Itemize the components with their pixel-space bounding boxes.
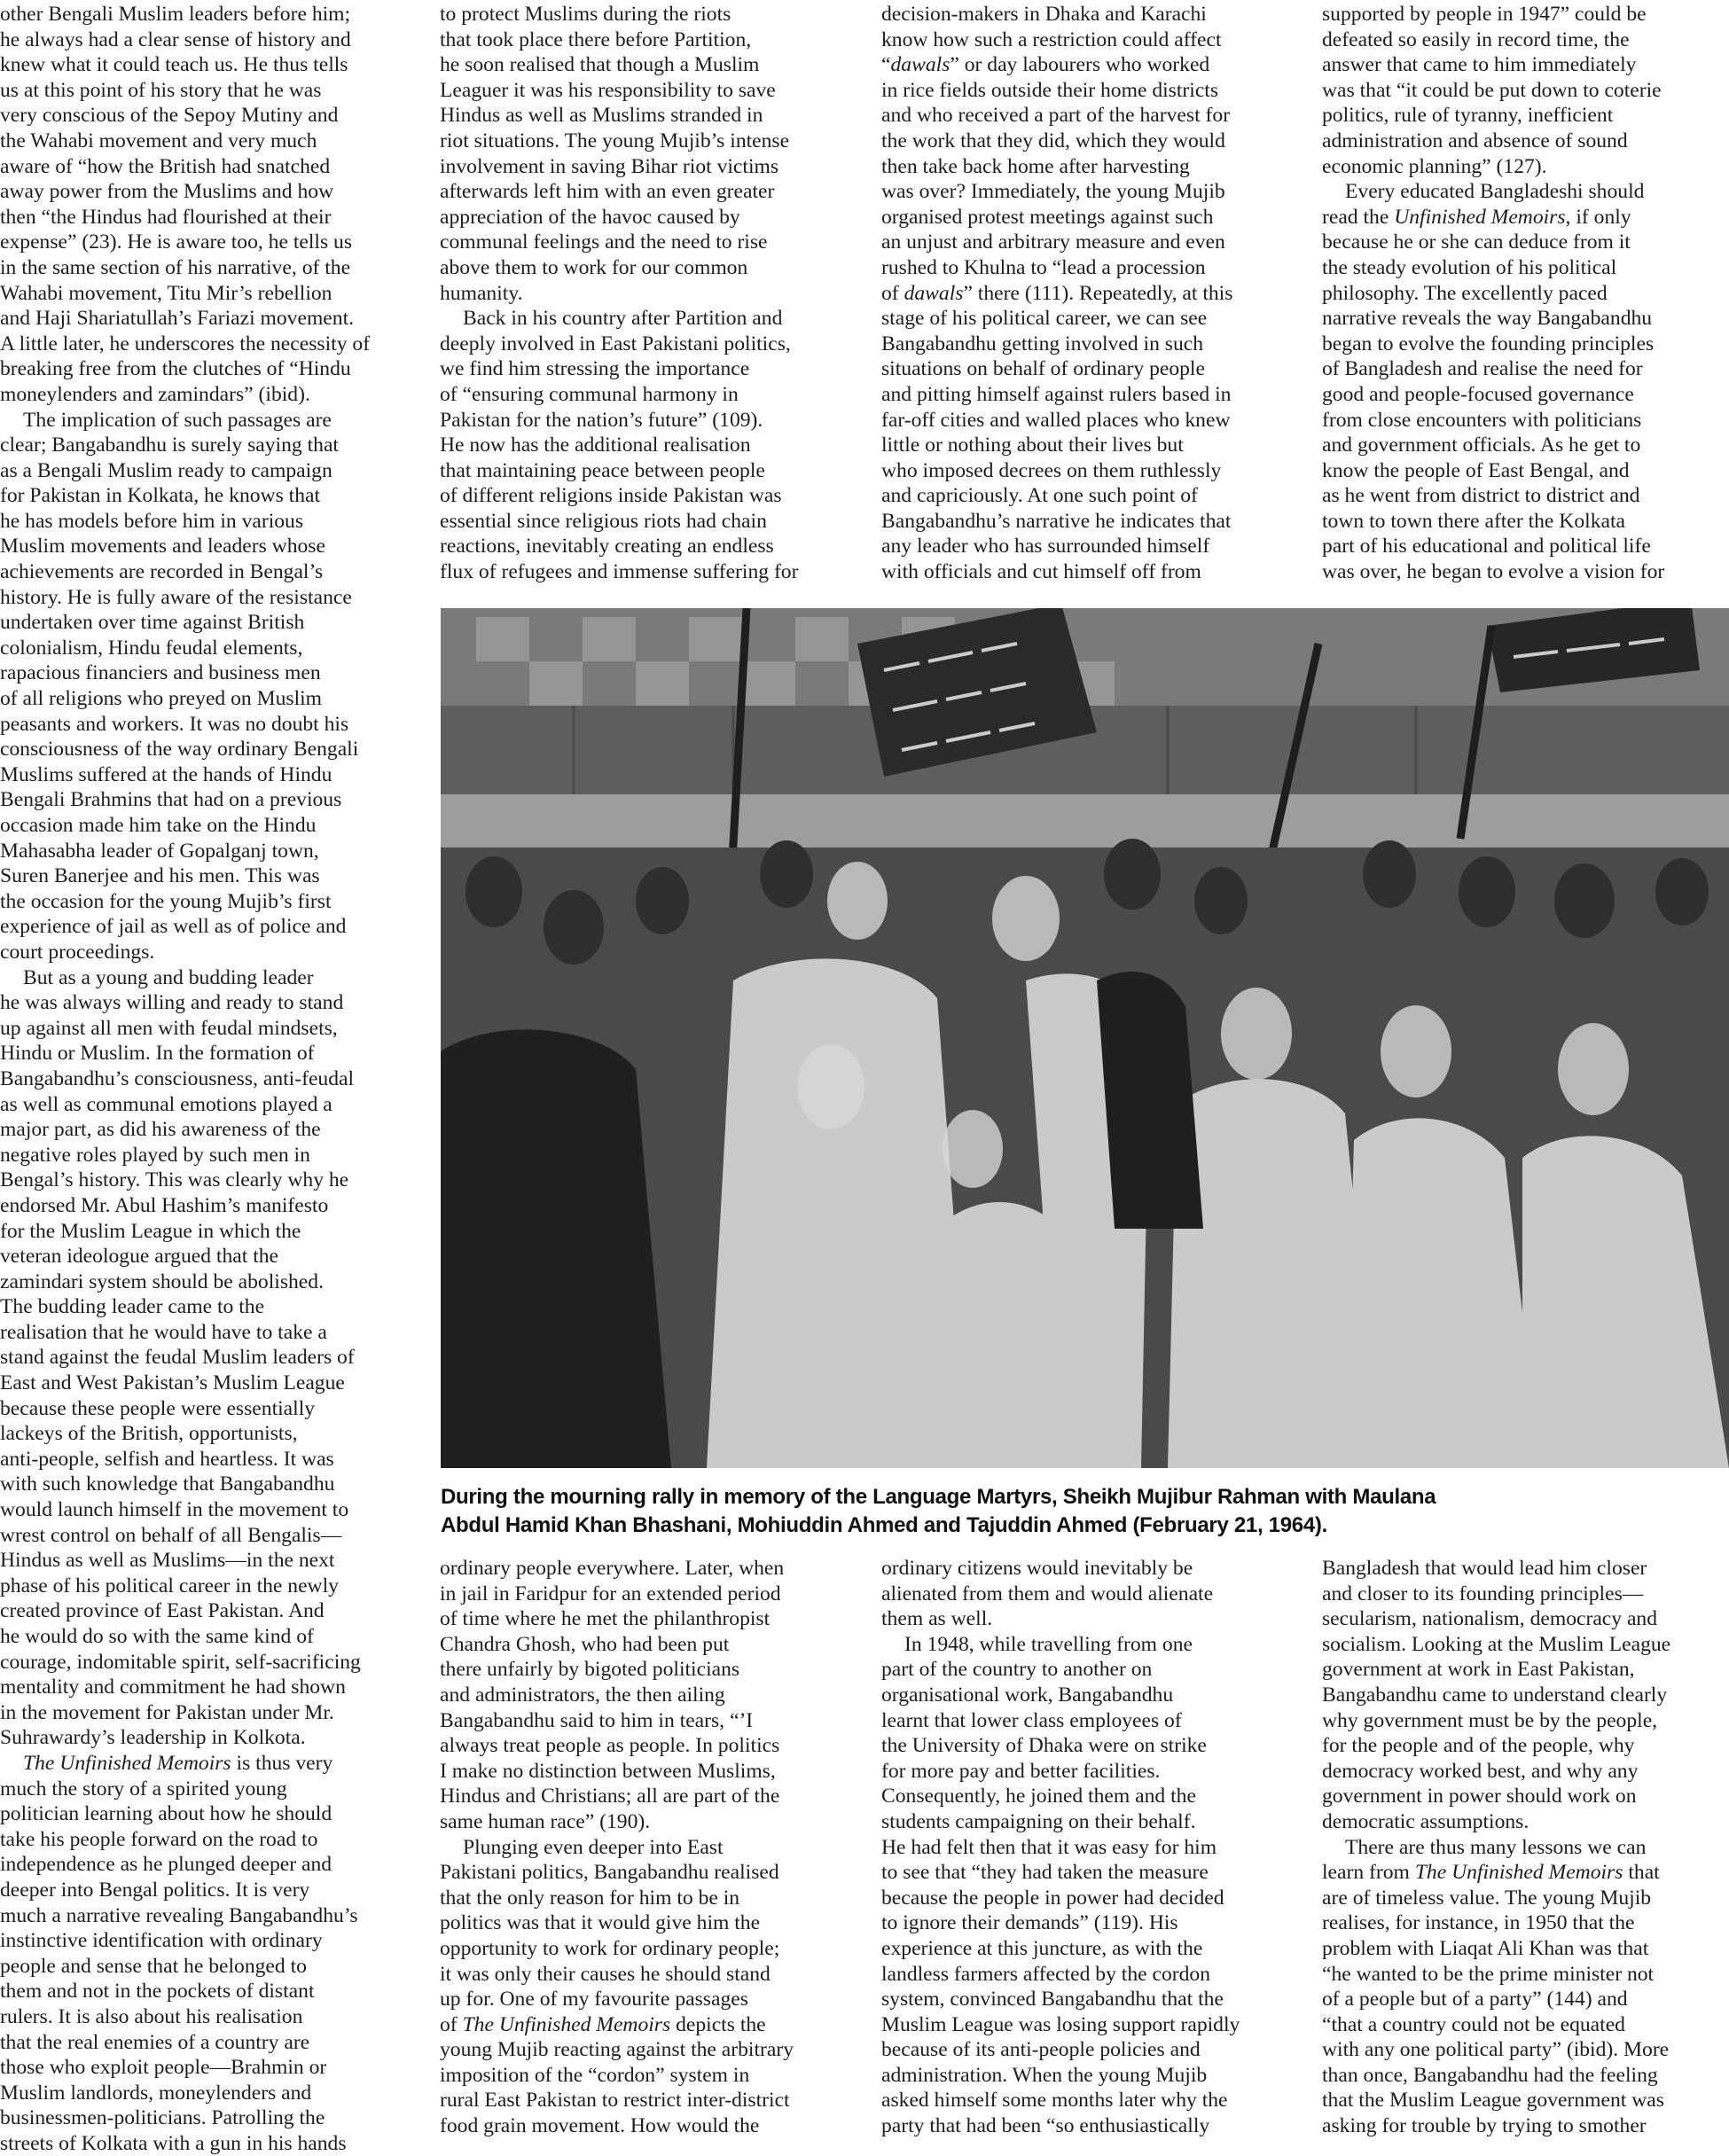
text-line: Hindus as well as Muslims—in the next: [0, 1549, 335, 1573]
paragraph: [440, 1835, 857, 2139]
text-line: East and West Pakistan’s Muslim League: [0, 1371, 345, 1395]
text-line: socialism. Looking at the Muslim League: [1322, 1632, 1671, 1656]
text-line: colonialism, Hindu feudal elements,: [0, 636, 303, 660]
text-line: rural East Pakistan to restrict inter-district: [440, 2089, 790, 2113]
text-line: Chandra Ghosh, who had been put: [440, 1632, 730, 1656]
text-line: lackeys of the British, opportunists,: [0, 1422, 298, 1446]
text-line: Pakistani politics, Bangabandhu realised: [440, 1861, 779, 1885]
text-line: involvement in saving Bihar riot victims: [440, 154, 779, 178]
text-line: deeply involved in East Pakistani politics,: [440, 332, 791, 355]
text-line: system, convinced Bangabandhu that the: [881, 1988, 1224, 2011]
text-line: organised protest meetings against such: [881, 205, 1214, 229]
text-line: democratic assumptions.: [1322, 1809, 1530, 1833]
text-line: afterwards left him with an even greater: [440, 180, 775, 204]
text-line: stand against the feudal Muslim leaders of: [0, 1346, 355, 1370]
text-line: independence as he plunged deeper and: [0, 1853, 332, 1877]
text-line: because the people in power had decided: [881, 1886, 1224, 1910]
text-line: people and sense that he belonged to: [0, 1954, 307, 1978]
paragraph: [1322, 2, 1729, 179]
caption-line: Abdul Hamid Khan Bhashani, Mohiuddin Ahmed and Tajuddin Ahmed (February 21, 1964).: [441, 1513, 1327, 1537]
text-line: Hindus and Christians; all are part of the: [440, 1785, 780, 1808]
text-line: an unjust and arbitrary measure and even: [881, 230, 1225, 254]
text-line: he soon realised that though a Muslim: [440, 53, 760, 77]
text-line: that maintaining peace between people: [440, 458, 765, 482]
text-line: asking for trouble by trying to smother: [1322, 2114, 1647, 2138]
text-line: Consequently, he joined them and the: [881, 1785, 1196, 1808]
text-line: than once, Bangabandhu had the feeling: [1322, 2063, 1658, 2087]
text-line: them and not in the pockets of distant: [0, 1980, 315, 2004]
paragraph: [881, 1632, 1298, 2139]
text-line: achievements are recorded in Bengal’s: [0, 560, 324, 584]
text-line: phase of his political career in the newly: [0, 1574, 339, 1597]
text-line: the work that they did, which they would: [881, 129, 1225, 152]
text-line: from close encounters with politicians: [1322, 408, 1642, 432]
text-line: and administrators, the then ailing: [440, 1683, 725, 1707]
text-line: endorsed Mr. Abul Hashim’s manifesto: [0, 1193, 329, 1217]
text-line: the University of Dhaka were on strike: [881, 1734, 1207, 1758]
paragraph: [0, 408, 417, 965]
text-line: and closer to its founding principles—: [1322, 1582, 1644, 1605]
text-line: Bangabandhu came to understand clearly: [1322, 1683, 1668, 1707]
text-line: up against all men with feudal mindsets,: [0, 1016, 338, 1040]
text-line: as well as communal emotions played a: [0, 1092, 332, 1116]
text-line: rapacious financiers and business men: [0, 661, 321, 685]
text-line: Bangabandhu said to him in tears, “’I: [440, 1708, 754, 1732]
text-line: peasants and workers. It was no doubt his: [0, 712, 349, 736]
text-line: and Haji Shariatullah’s Fariazi movement.: [0, 307, 355, 331]
text-line: know how such a restriction could affect: [881, 27, 1222, 51]
text-line: Muslim League was losing support rapidly: [881, 2012, 1240, 2036]
article-column-4-bottom: [1322, 1556, 1729, 2139]
text-line: Bengal’s history. This was clearly why he: [0, 1168, 349, 1192]
text-line: food grain movement. How would the: [440, 2114, 760, 2138]
text-line: Leaguer it was his responsibility to save: [440, 78, 776, 102]
text-line: businessmen-politicians. Patrolling the: [0, 2106, 325, 2130]
text-line: Muslims suffered at the hands of Hindu: [0, 762, 332, 786]
text-line: But as a young and budding leader: [23, 965, 314, 989]
text-line: because these people were essentially: [0, 1396, 316, 1420]
text-line: economic planning” (127).: [1322, 154, 1547, 178]
text-line: Mahasabha leader of Gopalganj town,: [0, 839, 319, 863]
article-column-3-top: [881, 2, 1298, 585]
text-line: realisation that he would have to take a: [0, 1320, 327, 1344]
rally-photograph: [441, 608, 1729, 1468]
article-column-1: [0, 2, 417, 2156]
text-line: good and people-focused governance: [1322, 382, 1634, 406]
text-line: Every educated Bangladeshi should: [1345, 180, 1645, 204]
text-line: for more pay and better facilities.: [881, 1759, 1161, 1783]
text-line: ordinary people everywhere. Later, when: [440, 1557, 785, 1580]
text-line: Plunging even deeper into East: [463, 1835, 724, 1859]
text-line: always treat people as people. In politics: [440, 1734, 780, 1758]
text-line: because he or she can deduce from it: [1322, 230, 1631, 254]
text-line: much the story of a spirited young: [0, 1777, 287, 1801]
text-line: town to town there after the Kolkata: [1322, 509, 1625, 533]
text-line: above them to work for our common: [440, 255, 748, 279]
text-line: appreciation of the havoc caused by: [440, 205, 740, 229]
paragraph: [881, 1556, 1298, 1632]
text-line: of time where he met the philanthropist: [440, 1607, 771, 1631]
text-line: much a narrative revealing Bangabandhu’s: [0, 1903, 358, 1927]
text-line: communal feelings and the need to rise: [440, 230, 768, 254]
text-line: politician learning about how he should: [0, 1802, 332, 1826]
text-line: he always had a clear sense of history and: [0, 27, 351, 51]
text-line: occasion made him take on the Hindu: [0, 814, 317, 837]
text-line: democracy worked best, and why any: [1322, 1759, 1639, 1783]
text-line: those who exploit people—Brahmin or: [0, 2056, 327, 2080]
text-line: part of his educational and political life: [1322, 535, 1651, 559]
text-line: Hindu or Muslim. In the formation of: [0, 1042, 315, 1066]
paragraph: [881, 2, 1298, 585]
text-line: of Bangladesh and realise the need for: [1322, 357, 1643, 381]
text-line: “dawals” or day labourers who worked: [881, 53, 1210, 77]
text-line: Bangabandhu’s consciousness, anti-feudal: [0, 1066, 355, 1090]
text-line: mentality and commitment he had shown: [0, 1676, 346, 1699]
text-line: essential since religious riots had chain: [440, 509, 767, 533]
text-line: are of timeless value. The young Mujib: [1322, 1886, 1652, 1910]
text-line: and government officials. As he get to: [1322, 434, 1641, 457]
text-line: supported by people in 1947” could be: [1322, 3, 1647, 26]
article-column-2-bottom: [440, 1556, 857, 2139]
text-line: students campaigning on their behalf.: [881, 1809, 1196, 1833]
text-line: reactions, inevitably creating an endless: [440, 535, 774, 559]
text-line: then take back home after harvesting: [881, 154, 1190, 178]
text-line: began to evolve the founding principles: [1322, 332, 1655, 355]
text-line: party that had been “so enthusiastically: [881, 2114, 1210, 2138]
text-line: negative roles played by such men in: [0, 1143, 310, 1167]
article-column-4-top: [1322, 2, 1729, 585]
text-line: in the same section of his narrative, of the: [0, 255, 351, 279]
text-line: streets of Kolkata with a gun in his hands: [0, 2131, 347, 2155]
text-line: He had felt then that it was easy for him: [881, 1835, 1217, 1859]
photo-caption: [441, 1483, 1729, 1540]
text-line: to see that “they had taken the measure: [881, 1861, 1209, 1885]
text-line: breaking free from the clutches of “Hindu: [0, 357, 351, 381]
text-line: Back in his country after Partition and: [463, 307, 783, 331]
text-line: for Pakistan in Kolkata, he knows that: [0, 484, 321, 508]
text-line: “that a country could not be equated: [1322, 2012, 1625, 2036]
text-line: for the people and of the people, why: [1322, 1734, 1635, 1758]
text-line: he would do so with the same kind of: [0, 1625, 314, 1648]
text-line: expense” (23). He is aware too, he tells us: [0, 230, 353, 254]
text-line: because of its anti-people policies and: [881, 2038, 1201, 2062]
text-line: the Wahabi movement and very much: [0, 129, 317, 152]
text-line: The Unfinished Memoirs is thus very: [23, 1751, 333, 1775]
text-line: decision-makers in Dhaka and Karachi: [881, 3, 1207, 26]
text-line: for the Muslim League in which the: [0, 1219, 301, 1243]
text-line: that the only reason for him to be in: [440, 1886, 740, 1910]
text-line: realises, for instance, in 1950 that the: [1322, 1911, 1635, 1935]
text-line: Bangabandhu’s narrative he indicates that: [881, 509, 1232, 533]
text-line: in the movement for Pakistan under Mr.: [0, 1700, 334, 1724]
text-line: instinctive identification with ordinary: [0, 1929, 323, 1953]
text-line: He now has the additional realisation: [440, 434, 751, 457]
text-line: opportunity to work for ordinary people;: [440, 1936, 780, 1960]
text-line: of “ensuring communal harmony in: [440, 382, 739, 406]
text-line: imposition of the “cordon” system in: [440, 2063, 750, 2087]
text-line: deeper into Bengal politics. It is very: [0, 1878, 310, 1902]
text-line: same human race” (190).: [440, 1809, 651, 1833]
text-line: politics, rule of tyranny, inefficient: [1322, 104, 1614, 128]
text-line: know the people of East Bengal, and: [1322, 458, 1630, 482]
caption-line: During the mourning rally in memory of the Language Martyrs, Sheikh Mujibur Rahman with Maulana: [441, 1485, 1436, 1509]
text-line: riot situations. The young Mujib’s intense: [440, 129, 790, 152]
article-column-2-top: [440, 2, 857, 585]
text-line: as he went from district to district and: [1322, 484, 1640, 508]
text-line: organisational work, Bangabandhu: [881, 1683, 1174, 1707]
text-line: young Mujib reacting against the arbitrary: [440, 2038, 794, 2062]
text-line: of dawals” there (111). Repeatedly, at this: [881, 281, 1233, 305]
text-line: up for. One of my favourite passages: [440, 1988, 748, 2011]
text-line: history. He is fully aware of the resistance: [0, 585, 352, 609]
text-line: problem with Liaqat Ali Khan was that: [1322, 1936, 1649, 1960]
text-line: was that “it could be put down to coterie: [1322, 78, 1662, 102]
text-line: that the Muslim League government was: [1322, 2089, 1664, 2113]
text-line: There are thus many lessons we can: [1345, 1835, 1647, 1859]
text-line: rushed to Khulna to “lead a procession: [881, 255, 1206, 279]
text-line: to ignore their demands” (119). His: [881, 1911, 1178, 1935]
text-line: as a Bengali Muslim ready to campaign: [0, 458, 332, 482]
text-line: read the Unfinished Memoirs, if only: [1322, 205, 1631, 229]
text-line: Hindus as well as Muslims stranded in: [440, 104, 763, 128]
article-column-3-bottom: [881, 1556, 1298, 2139]
text-line: ordinary citizens would inevitably be: [881, 1557, 1193, 1580]
text-line: experience at this juncture, as with the: [881, 1936, 1203, 1960]
text-line: aware of “how the British had snatched: [0, 154, 331, 178]
text-line: politics was that it would give him the: [440, 1911, 761, 1935]
paragraph: [1322, 179, 1729, 585]
paragraph: [0, 965, 417, 1751]
text-line: to protect Muslims during the riots: [440, 3, 732, 26]
text-line: why government must be by the people,: [1322, 1708, 1658, 1732]
text-line: In 1948, while travelling from one: [904, 1632, 1193, 1656]
paragraph: [0, 2, 417, 408]
text-line: clear; Bangabandhu is surely saying that: [0, 434, 339, 457]
text-line: was over, he began to evolve a vision for: [1322, 560, 1665, 584]
text-line: Pakistan for the nation’s future” (109).: [440, 408, 763, 432]
text-line: and who received a part of the harvest for: [881, 104, 1231, 128]
text-line: the occasion for the young Mujib’s first: [0, 889, 332, 913]
text-line: situations on behalf of ordinary people: [881, 357, 1205, 381]
text-line: Bangladesh that would lead him closer: [1322, 1557, 1647, 1580]
text-line: veteran ideologue argued that the: [0, 1245, 279, 1269]
text-line: Wahabi movement, Titu Mir’s rebellion: [0, 281, 332, 305]
text-line: us at this point of his story that he was: [0, 78, 322, 102]
text-line: with any one political party” (ibid). More: [1322, 2038, 1670, 2062]
text-line: asked himself some months later why the: [881, 2089, 1228, 2113]
text-line: Muslim movements and leaders whose: [0, 535, 325, 559]
text-line: of a people but of a party” (144) and: [1322, 1988, 1628, 2011]
text-line: then “the Hindus had flourished at their: [0, 205, 332, 229]
text-line: learn from The Unfinished Memoirs that: [1322, 1861, 1660, 1885]
text-line: part of the country to another on: [881, 1658, 1153, 1682]
text-line: Muslim landlords, moneylenders and: [0, 2081, 312, 2105]
text-line: created province of East Pakistan. And: [0, 1599, 325, 1623]
text-line: Suhrawardy’s leadership in Kolkota.: [0, 1726, 306, 1750]
text-line: “he wanted to be the prime minister not: [1322, 1962, 1655, 1986]
text-line: landless farmers affected by the cordon: [881, 1962, 1211, 1986]
text-line: government at work in East Pakistan,: [1322, 1658, 1635, 1682]
text-line: learnt that lower class employees of: [881, 1708, 1182, 1732]
paragraph: [0, 1751, 417, 2156]
text-line: would launch himself in the movement to: [0, 1498, 349, 1522]
text-line: knew what it could teach us. He thus tells: [0, 53, 348, 77]
text-line: flux of refugees and immense suffering for: [440, 560, 799, 584]
text-line: take his people forward on the road to: [0, 1827, 318, 1851]
paragraph: [440, 2, 857, 306]
text-line: answer that came to him immediately: [1322, 53, 1637, 77]
text-line: that took place there before Partition,: [440, 27, 752, 51]
text-line: consciousness of the way ordinary Bengali: [0, 738, 359, 762]
text-line: alienated from them and would alienate: [881, 1582, 1214, 1605]
text-line: Suren Banerjee and his men. This was: [0, 864, 320, 888]
paragraph: [440, 306, 857, 585]
text-line: wrest control on behalf of all Bengalis—: [0, 1523, 342, 1547]
text-line: humanity.: [440, 281, 523, 305]
text-line: that the real enemies of a country are: [0, 2030, 310, 2054]
text-line: away power from the Muslims and how: [0, 180, 334, 204]
text-line: secularism, nationalism, democracy and: [1322, 1607, 1658, 1631]
text-line: of all religions who preyed on Muslim: [0, 687, 323, 711]
text-line: court proceedings.: [0, 940, 155, 964]
text-line: I make no distinction between Muslims,: [440, 1759, 776, 1783]
text-line: Bangabandhu getting involved in such: [881, 332, 1204, 355]
paragraph: [1322, 1556, 1729, 1835]
text-line: philosophy. The excellently paced: [1322, 281, 1608, 305]
text-line: The implication of such passages are: [23, 408, 332, 432]
text-line: we find him stressing the importance: [440, 357, 750, 381]
text-line: zamindari system should be abolished.: [0, 1269, 324, 1293]
text-line: there unfairly by bigoted politicians: [440, 1658, 740, 1682]
text-line: moneylenders and zamindars” (ibid).: [0, 382, 310, 406]
text-line: administration and absence of sound: [1322, 129, 1628, 152]
text-line: and capriciously. At one such point of: [881, 484, 1198, 508]
text-line: far-off cities and walled places who knew: [881, 408, 1231, 432]
text-line: was over? Immediately, the young Mujib: [881, 180, 1225, 204]
text-line: government in power should work on: [1322, 1785, 1637, 1808]
text-line: undertaken over time against British: [0, 611, 305, 635]
text-line: Bengali Brahmins that had on a previous: [0, 788, 342, 812]
text-line: courage, indomitable spirit, self-sacrificing: [0, 1650, 361, 1674]
text-line: anti-people, selfish and heartless. It was: [0, 1447, 334, 1471]
text-line: he has models before him in various: [0, 509, 304, 533]
text-line: major part, as did his awareness of the: [0, 1118, 321, 1142]
text-line: administration. When the young Mujib: [881, 2063, 1208, 2087]
text-line: with such knowledge that Bangabandhu: [0, 1472, 335, 1496]
text-line: any leader who has surrounded himself: [881, 535, 1210, 559]
text-line: who imposed decrees on them ruthlessly: [881, 458, 1222, 482]
text-line: The budding leader came to the: [0, 1295, 265, 1319]
text-line: A little later, he underscores the necessity of: [0, 332, 371, 355]
text-line: of The Unfinished Memoirs depicts the: [440, 2012, 766, 2036]
text-line: and pitting himself against rulers based in: [881, 382, 1232, 406]
text-line: experience of jail as well as of police and: [0, 915, 347, 939]
text-line: very conscious of the Sepoy Mutiny and: [0, 104, 339, 128]
text-line: in jail in Faridpur for an extended period: [440, 1582, 781, 1605]
paragraph: [440, 1556, 857, 1835]
text-line: stage of his political career, we can see: [881, 307, 1208, 331]
text-line: of different religions inside Pakistan was: [440, 484, 782, 508]
text-line: narrative reveals the way Bangabandhu: [1322, 307, 1653, 331]
text-line: he was always willing and ready to stand: [0, 991, 344, 1015]
paragraph: [1322, 1835, 1729, 2139]
text-line: other Bengali Muslim leaders before him;: [0, 3, 351, 26]
text-line: defeated so easily in record time, the: [1322, 27, 1630, 51]
text-line: little or nothing about their lives but: [881, 434, 1184, 457]
text-line: them as well.: [881, 1607, 993, 1631]
text-line: in rice fields outside their home districts: [881, 78, 1219, 102]
text-line: it was only their causes he should stand: [440, 1962, 771, 1986]
text-line: rulers. It is also about his realisation: [0, 2004, 303, 2028]
text-line: the steady evolution of his political: [1322, 255, 1617, 279]
text-line: with officials and cut himself off from: [881, 560, 1201, 584]
